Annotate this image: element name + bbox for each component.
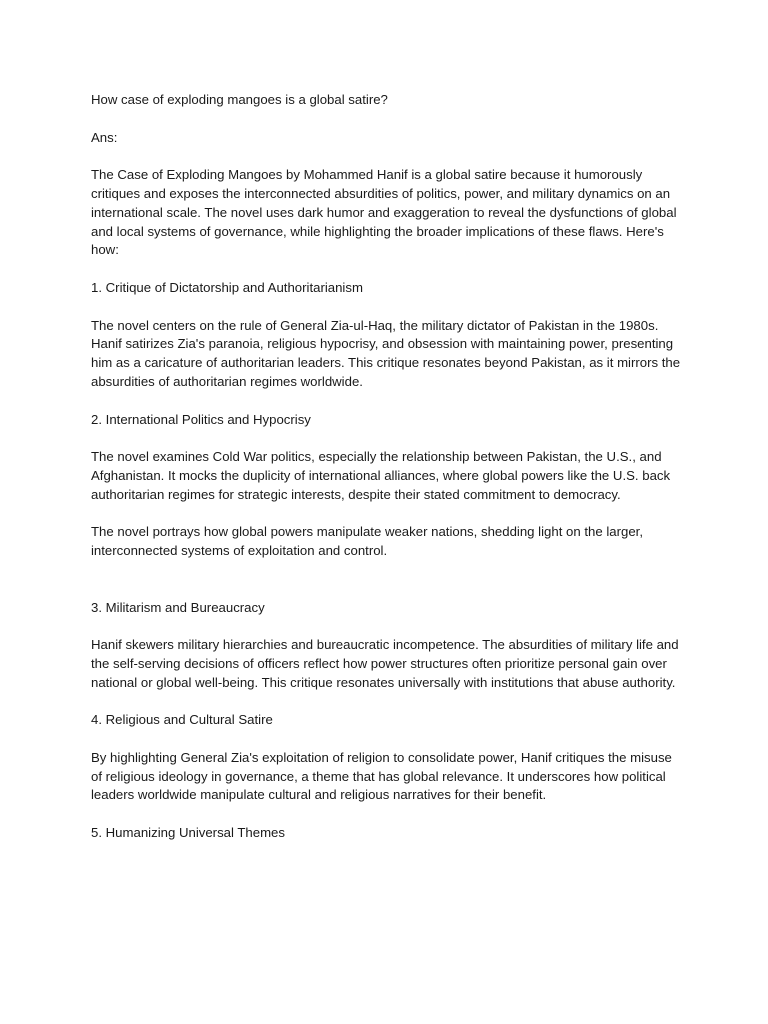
section-3-heading: 3. Militarism and Bureaucracy <box>91 599 265 615</box>
section-3-paragraph: Hanif skewers military hierarchies and bureaucratic incompetence. The absurdities of military life and the self-serving decisions of officers reflect how power structures often prioritize personal gain over national or global well-being. This critique resonates universally with institutions that abuse authority. <box>91 637 679 690</box>
section-1-heading: 1. Critique of Dictatorship and Authoritarianism <box>91 279 363 295</box>
section-1-paragraph: The novel centers on the rule of General Zia-ul-Haq, the military dictator of Pakistan in the 1980s. Hanif satirizes Zia's paranoia, religious hypocrisy, and obsession with maintaining power, presenting him as a caricature of authoritarian leaders. This critique resonates beyond Pakistan, as it mirrors the absurdities of authoritarian regimes worldwide. <box>91 317 681 389</box>
section-5-heading: 5. Humanizing Universal Themes <box>91 825 285 841</box>
section-2-paragraph-1: The novel examines Cold War politics, especially the relationship between Pakistan, the U.S., and Afghanistan. It mocks the duplicity of international alliances, where global powers like the U.S. back authoritarian regimes for strategic interests, despite their stated commitment to democracy. <box>91 449 671 502</box>
intro-paragraph: The Case of Exploding Mangoes by Mohammed Hanif is a global satire because it humorously critiques and exposes the interconnected absurdities of politics, power, and military dynamics on an international scale. The novel uses dark humor and exaggeration to reveal the dysfunctions of global and local systems of governance, while highlighting the broader implications of these flaws. Here's how: <box>91 167 677 258</box>
section-2-paragraph-2: The novel portrays how global powers manipulate weaker nations, shedding light on the larger, interconnected systems of exploitation and control. <box>91 524 644 559</box>
section-4-paragraph: By highlighting General Zia's exploitation of religion to consolidate power, Hanif critiques the misuse of religious ideology in governance, a theme that has global relevance. It underscores how political leaders worldwide manipulate cultural and religious narratives for their benefit. <box>91 749 672 803</box>
question-line: How case of exploding mangoes is a global satire? <box>91 92 388 107</box>
section-4-heading: 4. Religious and Cultural Satire <box>91 712 273 728</box>
section-2-heading: 2. International Politics and Hypocrisy <box>91 411 311 427</box>
answer-label: Ans: <box>91 129 118 145</box>
document-page <box>91 91 681 843</box>
